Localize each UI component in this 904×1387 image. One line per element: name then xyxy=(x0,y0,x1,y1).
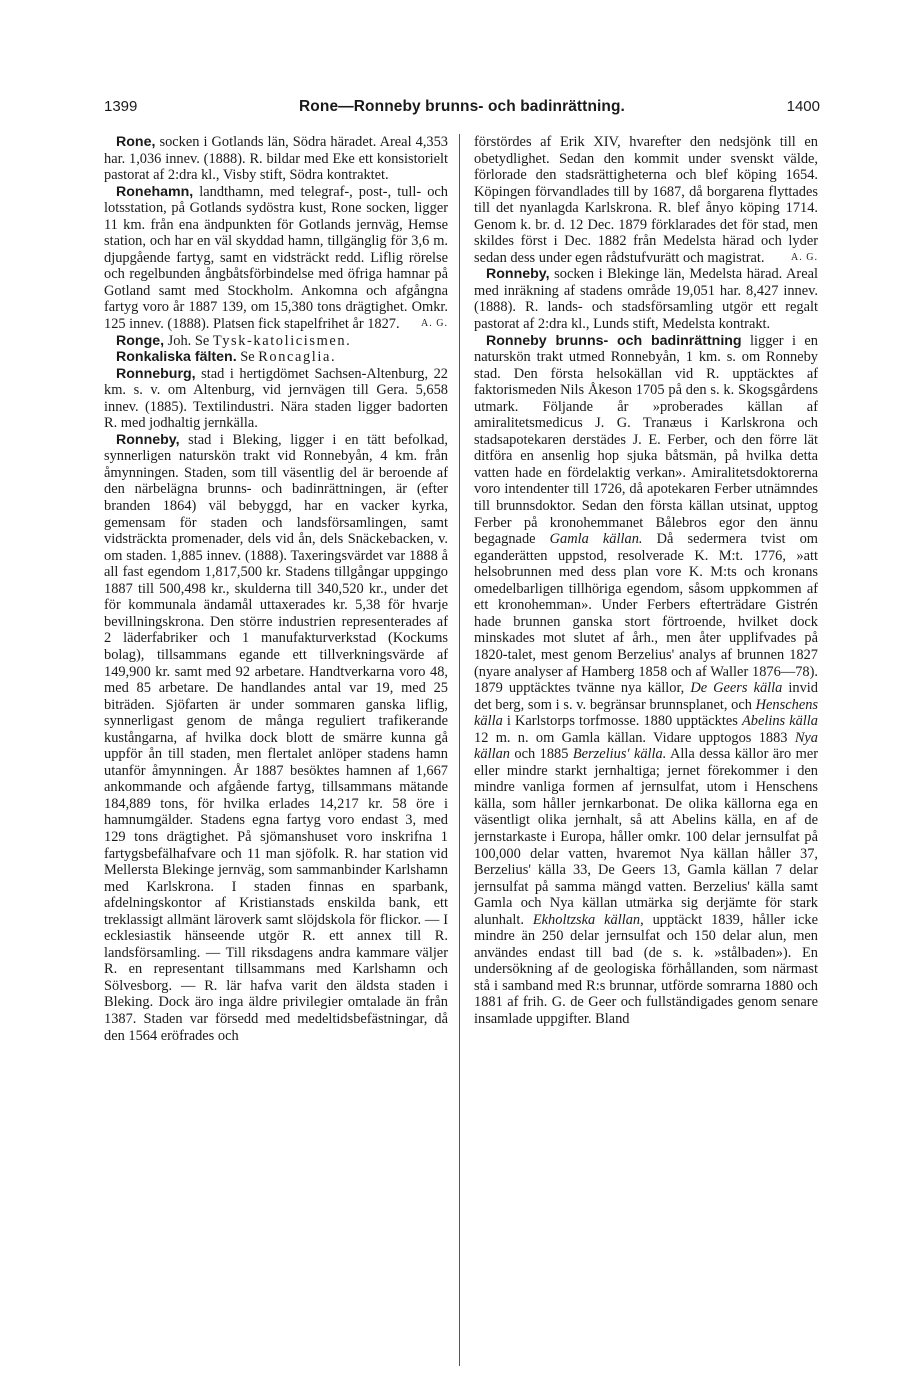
entry-ronneby-brunn xyxy=(474,333,818,1028)
brunn-italic-berzelius-kalla: Berzelius' källa. xyxy=(572,746,667,763)
page-number-right: 1400 xyxy=(786,98,820,115)
headword-ronneby-socken: Ronneby, xyxy=(486,266,550,283)
entry-ronneburg-text: stad i hertigdömet Sachsen-Altenburg, 22 km. s. v. om Altenburg, vid jernvägen till Gera. 5,658 innev. (1885). Textilindustri. Nära staden ligger badorten R. med jodhaltig jernkälla. xyxy=(104,365,448,432)
entry-ronneby-stad xyxy=(104,432,448,1044)
entry-ronehamn xyxy=(104,184,448,333)
brunn-text-5: 12 m. n. om Gamla källan. Vidare upptogos 1883 xyxy=(474,729,795,746)
running-title: Rone—Ronneby brunns- och badinrättning. xyxy=(299,98,625,115)
signature-ronehamn: A. G. xyxy=(421,318,448,330)
crossref-ronge: Tysk-katolicismen. xyxy=(212,332,352,349)
brunn-text-7: Alla dessa källor äro mer eller mindre starkt jernhaltiga; jernet förekommer i den mindre vanliga formen af jernsulfat, utom i Henschens källa, som håller jernkarbonat. De olika källorna ega en väsentligt olika jernhalt, så att Abelins källa, en af de jernstarkaste i Europa, håller omkr. 100 delar jernsulfat på 100,000 delar vatten, hvaremot Nya källan håller 37, Berzelius' källa 33, De Geers 13, Gamla källan 7 delar jernsulfat på samma mängd vatten. Berzelius' källa samt Gamla och Nya källan utmärka sig derjämte för stark alunhalt. xyxy=(474,746,818,928)
entry-ronneby-continued-text: förstördes af Erik XIV, hvarefter den nedsjönk till en obetydlighet. Sedan den kommit under svenskt välde, förlorade den stadsrättigheterna och blef köping 1654. Köpingen förvandlades till by 1687, då borgarena flyttades till det nyanlagda Karlskrona. R. blef ånyo köping 1714. Genom k. br. d. 12 Dec. 1879 förklarades det för stad, men skildes först i Dec. 1882 från Medelsta härad och lyder sedan dess under egen rådstufvurätt och magistrat. xyxy=(474,134,818,266)
headword-ronneby-stad: Ronneby, xyxy=(116,431,180,448)
entry-ronge xyxy=(104,333,448,350)
entry-ronneby-socken xyxy=(474,266,818,332)
headword-ronkaliska: Ronkaliska fälten. xyxy=(116,349,237,366)
signature-ronneby: A. G. xyxy=(791,251,818,263)
brunn-italic-ekholtzska-kallan: Ekholtzska källan, xyxy=(532,911,644,928)
entry-ronneby-stad-continued xyxy=(474,134,818,266)
page-header xyxy=(104,98,820,122)
entry-ronneby-stad-text: stad i Bleking, ligger i en tätt befolkad, synnerligen naturskön trakt vid Ronnebyån, 4 km. från åmynningen. Staden, som till väsentlig del är beroende af den närbelägna brunns- och badinrättningen, är (efter branden 1864) väl bebyggd, har en vacker kyrka, gemensam för staden och landsförsamlingen, samt vidsträckta promenader, dels vid ån, dels Snäckebacken, v. om staden. 1,885 innev. (1888). Taxeringsvärdet var 1888 å all fast egendom 1,817,500 kr. Stadens tillgångar uppgingo 1887 till 500,498 kr., skulderna till 340,520 kr., under det för kommunala ändamål uttaxerades kr. 5,38 för hvarje bevillningskrona. Den större industrien representerades af 2 läderfabriker och 1 manufakturverkstad (Kockums bolag), tillsammans egande ett tillverkningsvärde af 149,900 kr. samt med 92 arbetare. Handtverkarna voro 48, med 85 arbetare. De handlandes antal var 19, med 25 biträden. Sjöfarten är under sommaren ganska liflig, synnerligast genom de många reguliert trafikerande kustångarna, af hvilka dock blott de smärre kunna gå uppför ån till staden, men flertalet anlöper stadens hamn utanför åmynningen. År 1887 besöktes hamnen af 1,667 ankommande och afgående fartyg, tillsammans mätande 184,889 tons, för hvilka erlades 14,217 kr. 58 öre i hamnumgälder. Stadens egna fartyg voro endast 3, med 129 tons drägtighet. På sjömanshuset voro inskrifna 1 fartygsbefälhafvare och 11 man sjöfolk. R. har station vid Mellersta Blekinge jernväg, som sammanbinder Karlshamn med Karlskrona. I staden finnas en sparbank, afdelningskontor af Kristianstads enskilda bank, ett treklassigt allmänt läroverk samt slöjdskola för flickor. — I ecklesiastik hänseende utgör R. ett annex till R. landsförsamling. — Till riksdagens andra kammare väljer R. en representant tillsammans med Karlshamn och Sölvesborg. — R. lär hafva varit den äldsta staden i Bleking. Dock äro inga äldre privilegier omtalade än från 1387. Staden var försedd med medeltidsbefästningar, då den 1564 eröfrades och xyxy=(104,431,448,1044)
column-divider xyxy=(459,134,460,1366)
crossref-ronkaliska: Roncaglia. xyxy=(258,349,337,366)
entry-ronehamn-text: landthamn, med telegraf-, post-, tull- och lotsstation, på Gotlands sydöstra kust, Rone socken, ligger 11 km. från ena ändpunkten för Gotlands jernväg, Hemse station, och har en väl skyddad hamn, tillgänglig för 3,6 m. djupgående fartyg, samt en vidsträckt redd. Liflig rörelse och regelbunden ångbåtsförbindelse med öfriga hamnar på Gotland samt med Stockholm. Ankomna och afgångna fartyg voro år 1887 139, om 15,380 tons drägtighet. Omkr. 125 innev. (1888). Platsen fick stapelfrihet år 1827. xyxy=(104,183,448,333)
brunn-italic-gamla-kallan: Gamla källan. xyxy=(549,531,643,548)
brunn-text-2: Då sedermera tvist om eganderätten uppstod, resolverade K. M:t. 1776, »att helsobrunnen med dess plan vore K. M:ts och kronans omedelbarligen tillhöriga egendom, såsom uppkommen af ett kronohemman». Under Ferbers efterträdare Gistrén hade brunnen ganska stort förtroende, hvilket dock minskades mot slutet af årh., men åter upplifvades på 1820-talet, mest genom Berzelius' analys af brunnen 1827 (nyare analyser af Hamberg 1858 och af Waller 1876—78). 1879 upptäcktes tvänne nya källor, xyxy=(474,531,818,697)
entry-rone-text: socken i Gotlands län, Södra häradet. Areal 4,353 har. 1,036 innev. (1888). R. bildar med Eke ett konsistorielt pastorat af 2:dra kl., Visby stift, Södra kontraktet. xyxy=(104,134,448,184)
entry-ronneby-socken-text: socken i Blekinge län, Medelsta härad. Areal med inräkning af stadens område 19,051 har. 8,427 innev. (1888). R. lands- och stadsförsamling utgör ett regalt pastorat af 2:dra kl., Lunds stift, Medelsta kontrakt. xyxy=(474,266,818,333)
brunn-text-4: i Karlstorps torfmosse. 1880 upptäcktes xyxy=(502,713,742,730)
brunn-text-8: upptäckt 1839, håller icke mindre än 250 delar jernsulfat och 150 delar alun, men användes endast till bad (de s. k. »stålbaden»). En undersökning af de geologiska förhållanden, som närmast stå i samband med R:s brunnar, utförde somrarna 1880 och 1881 af frih. G. de Geer och fullständigades genom senare insamlade uppgifter. Bland xyxy=(474,911,818,1027)
right-column xyxy=(474,134,818,1374)
brunn-italic-henschens-kalla: Henschens källa xyxy=(474,696,818,730)
headword-rone: Rone, xyxy=(116,134,156,150)
headword-ronehamn: Ronehamn, xyxy=(116,183,194,200)
entry-ronge-text: Joh. Se xyxy=(164,332,213,349)
page-number-left: 1399 xyxy=(104,98,138,115)
brunn-text-1: ligger i en naturskön trakt utmed Ronnebyån, 1 km. s. om Ronneby stad. Den första helsokällan vid R. upptäcktes af faktorismeden Nils Åkeson 1705 på den s. k. Skogsgårdens utmark. Följande år »proberades källan af amiralitetsmedicus J. G. Tranæus i Karlskrona och stadsapotekaren derstädes J. E. Ferber, och den förre lät ditföra en ansenlig hop sjuka båtsmän, på hvilka detta vatten hade en fördelaktig verkan». Amiralitetsdoktorerna voro intendenter till 1726, då apotekaren Ferber utnämndes till brunnsdoktor. Sedan den första källan utsinat, upptog Ferber på kronohemmanet Bålebros egor den ännu begagnade xyxy=(474,332,818,548)
headword-ronneby-brunn: Ronneby brunns- och badinrättning xyxy=(486,332,742,349)
headword-ronneburg: Ronneburg, xyxy=(116,365,196,382)
brunn-text-3: invid det berg, som i s. v. begränsar brunnsplanet, och xyxy=(474,680,818,713)
entry-ronkaliska-text: Se xyxy=(236,349,259,366)
entry-ronkaliska xyxy=(104,349,448,366)
brunn-italic-de-geers-kalla: De Geers källa xyxy=(690,680,783,697)
left-column xyxy=(104,134,448,1374)
entry-ronneburg xyxy=(104,366,448,432)
entry-rone xyxy=(104,134,448,184)
brunn-italic-abelins-kalla: Abelins källa xyxy=(741,713,818,730)
brunn-italic-nya-kallan: Nya källan xyxy=(474,729,818,763)
headword-ronge: Ronge, xyxy=(116,332,165,349)
brunn-text-6: och 1885 xyxy=(509,746,573,763)
